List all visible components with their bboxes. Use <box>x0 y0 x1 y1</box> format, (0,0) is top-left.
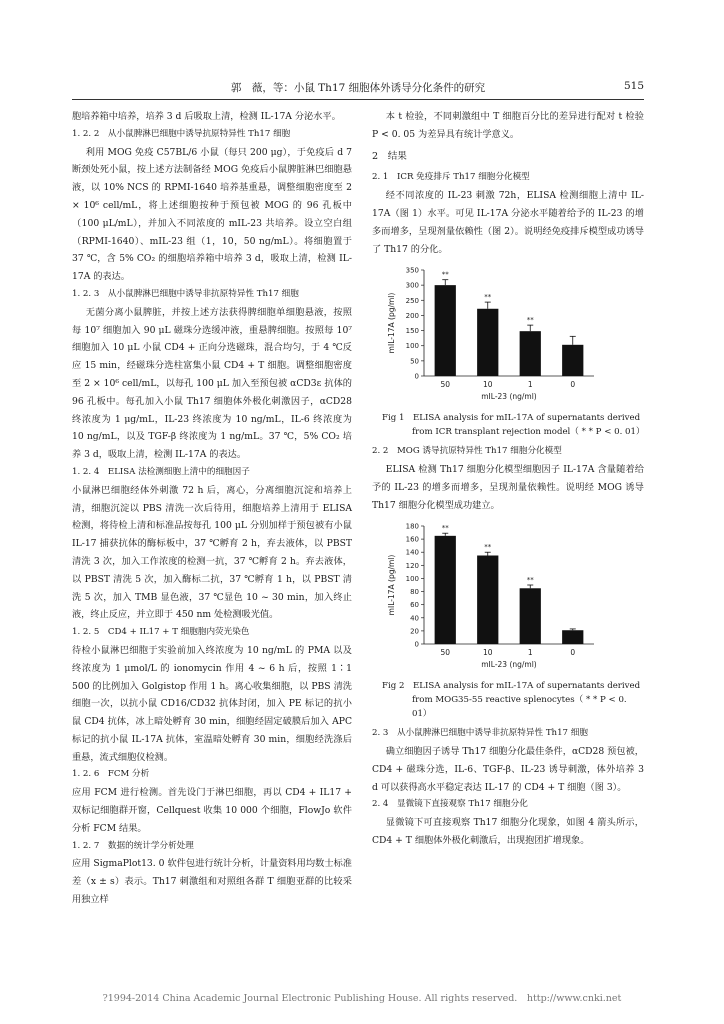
figure-1-chart <box>372 262 644 402</box>
section-heading: 1. 2. 3 从小鼠脾淋巴细胞中诱导非抗原特异性 Th17 细胞 <box>72 288 299 299</box>
right-column <box>372 108 644 850</box>
figure-2-caption-line1: Fig 2 ELISA analysis for mIL-17A of supernatants derived <box>382 681 641 692</box>
section-heading: 1. 2. 2 从小鼠脾淋巴细胞中诱导抗原特异性 Th17 细胞 <box>72 128 291 139</box>
y-tick-label: 100 <box>405 342 419 351</box>
x-tick-label: 0 <box>570 648 576 658</box>
figure-1-caption-line2: from ICR transplant rejection model（ * * P < 0. 01） <box>412 427 645 438</box>
significance-marker: ** <box>441 524 449 533</box>
section-heading: 1. 2. 6 FCM 分析 <box>72 769 150 780</box>
running-title: 郭 薇，等：小鼠 Th17 细胞体外诱导分化条件的研究 <box>230 82 486 94</box>
figure-1 <box>372 262 644 439</box>
y-tick-label: 50 <box>410 357 419 366</box>
x-tick-label: 10 <box>482 380 493 390</box>
bar <box>435 286 456 377</box>
x-tick-label: 1 <box>527 380 533 390</box>
bar <box>435 536 456 644</box>
bar <box>520 589 541 645</box>
section-heading: 1. 2. 4 ELISA 法检测细胞上清中的细胞因子 <box>72 466 250 477</box>
figure-2 <box>372 518 644 721</box>
bar <box>562 631 583 645</box>
bar <box>562 345 583 376</box>
x-tick-label: 0 <box>570 380 576 390</box>
y-tick-label: 200 <box>405 312 419 321</box>
paragraph: 应用 FCM 进行检测。首先设门于淋巴细胞，再以 CD4 + IL17 + 双标记细胞群开窗，Cellquest 收集 10 000 个细胞，FlowJo 软件分析 FCM 结果。 <box>72 787 352 834</box>
y-tick-label: 60 <box>410 601 419 610</box>
y-tick-label: 120 <box>405 562 419 571</box>
section-2-4-text: 显微镜下可直接观察 Th17 细胞分化现象，如图 4 箭头所示，CD4 + T 细胞体外极化刺激后，出现抱团扩增现象。 <box>372 817 644 846</box>
bar <box>520 332 541 377</box>
paragraph: 利用 MOG 免疫 C57BL/6 小鼠（每只 200 μg），于免疫后 d 7 断颈处死小鼠，按上述方法制备经 MOG 免疫后小鼠脾脏淋巴细胞悬液，以 10% NCS 的 RPMI-1640 培养基重悬，调整细胞密度至 2 × 10⁶ cell/mL，将上述细胞按种于预包被 MOG 的 96 孔板中（100 μL/mL），并加入不同浓度的 mIL-23 共培养。设立空白组（RPMI-1640）、mIL-23 组（1，10，50 ng/mL）。将细胞置于 37 ℃，含 5% CO₂ 的细胞培养箱中培养 3 d，吸取上清，检测 IL-17A 的表达。 <box>72 146 352 283</box>
section-2-4-heading: 2. 4 显微镜下直接观察 Th17 细胞分化 <box>372 799 528 810</box>
y-tick-label: 250 <box>405 297 419 306</box>
significance-marker: ** <box>441 271 449 280</box>
y-tick-label: 350 <box>405 266 419 275</box>
y-tick-label: 80 <box>410 588 419 597</box>
paragraph: 无菌分离小鼠脾脏，并按上述方法获得脾细胞单细胞悬液，按照每 10⁷ 细胞加入 90 μL 磁珠分选缓冲液，重悬脾细胞。按照每 10⁷ 细胞加入 10 μL 小鼠 CD4 + 正向分选磁珠，混合均匀，于 4 ℃反应 15 min，经磁珠分选柱富集小鼠 CD4 + T 细胞。调整细胞密度至 2 × 10⁶ cell/mL，以每孔 100 μL 加入至预包被 αCD3ε 抗体的 96 孔板中。每孔加入小鼠 Th17 细胞体外极化刺激因子，αCD28 终浓度为 1 μg/mL，IL-23 终浓度为 10 ng/mL，IL-6 终浓度为 10 ng/mL，以及 TGF-β 终浓度为 1 ng/mL。37 ℃，5% CO₂ 培养 3 d，吸取上清，检测 IL-17A 的表达。 <box>72 306 352 461</box>
page-number: 515 <box>623 80 644 92</box>
copyright-footer: ?1994-2014 China Academic Journal Electronic Publishing House. All rights reserved. http://www.cnki.net <box>102 993 622 1004</box>
figure-1-caption-line1: Fig 1 ELISA analysis for mIL-17A of supernatants derived <box>382 413 641 424</box>
y-tick-label: 150 <box>405 327 419 336</box>
x-tick-label: 50 <box>440 380 451 390</box>
section-2-1-heading: 2. 1 ICR 免疫排斥 Th17 细胞分化模型 <box>372 172 530 183</box>
x-axis-label: mIL-23 (ng/ml) <box>481 392 537 402</box>
intro-paragraph: 本 t 检验，不同刺激组中 T 细胞百分比的差异进行配对 t 检验 P < 0. 05 为差异具有统计学意义。 <box>372 111 644 140</box>
y-axis-label: mIL-17A (pg/ml) <box>387 555 396 616</box>
x-axis-label: mIL-23 (ng/ml) <box>481 660 537 670</box>
section-2-3-heading: 2. 3 从小鼠脾淋巴细胞中诱导非抗原特异性 Th17 细胞 <box>372 728 588 739</box>
section-heading: 1. 2. 7 数据的统计学分析处理 <box>72 840 194 851</box>
bar <box>477 556 498 645</box>
x-tick-label: 50 <box>440 648 451 658</box>
paragraph: 应用 SigmaPlot13. 0 软件包进行统计分析，计量资料用均数士标准差（x ± s）表示。Th17 刺激组和对照组各群 T 细胞亚群的比较采用独立样 <box>72 858 352 906</box>
y-axis-label: mIL-17A (pg/ml) <box>387 293 396 354</box>
y-tick-label: 40 <box>410 614 419 623</box>
figure-2-caption-line2: from MOG35-55 reactive splenocytes（ * * P < 0. 01） <box>412 695 627 720</box>
significance-marker: ** <box>526 576 534 585</box>
paragraph: 待检小鼠淋巴细胞于实验前加入终浓度为 10 ng/mL 的 PMA 以及终浓度为 1 μmol/L 的 ionomycin 作用 4 ~ 6 h 后，按照 1∶1 500 的比例加入 Golgistop 作用 1 h。离心收集细胞，以 PBS 清洗细胞一次，以抗小鼠 CD16/CD32 抗体封闭，加入 PE 标记的抗小鼠 CD4 抗体，冰上暗处孵育 30 min，细胞经固定破膜后加入 APC 标记的抗小鼠 IL-17A 抗体，室温暗处孵育 30 min，细胞经洗涤后重悬，流式细胞仪检测。 <box>72 644 352 763</box>
section-2-3-text: 确立细胞因子诱导 Th17 细胞分化最佳条件，αCD28 预包被，CD4 + 磁珠分选，IL-6、TGF-β、IL-23 诱导刺激，体外培养 3 d 可以获得高水平稳定表达 IL-17 的 CD4 + T 细胞（图 3）。 <box>372 745 644 793</box>
significance-marker: ** <box>526 316 534 325</box>
y-tick-label: 160 <box>405 535 419 544</box>
x-tick-label: 1 <box>527 648 533 658</box>
results-heading: 2 结果 <box>372 150 407 162</box>
y-tick-label: 140 <box>405 549 419 558</box>
figure-2-chart <box>372 518 644 670</box>
significance-marker: ** <box>484 293 492 302</box>
y-tick-label: 300 <box>405 282 419 291</box>
paragraph: 小鼠淋巴细胞经体外刺激 72 h 后，离心，分离细胞沉淀和培养上清，细胞沉淀以 PBS 清洗一次后待用，细胞培养上清用于 ELISA 检测，将待检上清和标准品按每孔 100 μL 分别加样于预包被有小鼠 IL-17 捕获抗体的酶标板中，37 ℃孵育 2 h，弃去液体，以 PBST 清洗 3 次，加入工作浓度的检测一抗，37 ℃孵育 2 h。弃去液体，以 PBST 清洗 5 次，加入酶标二抗，37 ℃孵育 1 h，以 PBST 清洗 5 次，加入 TMB 显色液，37 ℃显色 10 ~ 30 min，加入终止液，终止反应，并立即于 450 nm 处检测吸光值。 <box>72 484 352 621</box>
section-2-2-heading: 2. 2 MOG 诱导抗原特异性 Th17 细胞分化模型 <box>372 446 562 457</box>
significance-marker: ** <box>484 543 492 552</box>
x-tick-label: 10 <box>482 648 493 658</box>
section-2-1-text: 经不同浓度的 IL-23 刺激 72h，ELISA 检测细胞上清中 IL-17A（图 1）水平。可见 IL-17A 分泌水平随着给予的 IL-23 的增多而增多，呈现剂量依赖性（图 2）。说明经免疫排斥模型成功诱导了 Th17 的分化。 <box>372 190 644 255</box>
left-column <box>72 108 352 909</box>
section-heading: 1. 2. 5 CD4 + IL17 + T 细胞胞内荧光染色 <box>72 627 250 638</box>
y-tick-label: 180 <box>405 522 419 531</box>
section-2-2-text: ELISA 检测 Th17 细胞分化模型细胞因子 IL-17A 含量随着给予的 IL-23 的增多而增多，呈现剂量依赖性。说明经 MOG 诱导 Th17 细胞分化模型成功建立。 <box>372 463 644 511</box>
y-tick-label: 20 <box>410 627 419 636</box>
header-rule <box>72 99 644 100</box>
figure-1-caption <box>372 411 644 439</box>
bar <box>477 309 498 376</box>
page-header <box>72 80 644 96</box>
figure-2-caption <box>372 679 644 721</box>
paragraph: 胞培养箱中培养，培养 3 d 后吸取上清，检测 IL-17A 分泌水平。 <box>72 111 341 122</box>
y-tick-label: 100 <box>405 575 419 584</box>
y-tick-label: 0 <box>414 640 419 649</box>
y-tick-label: 0 <box>414 372 419 381</box>
